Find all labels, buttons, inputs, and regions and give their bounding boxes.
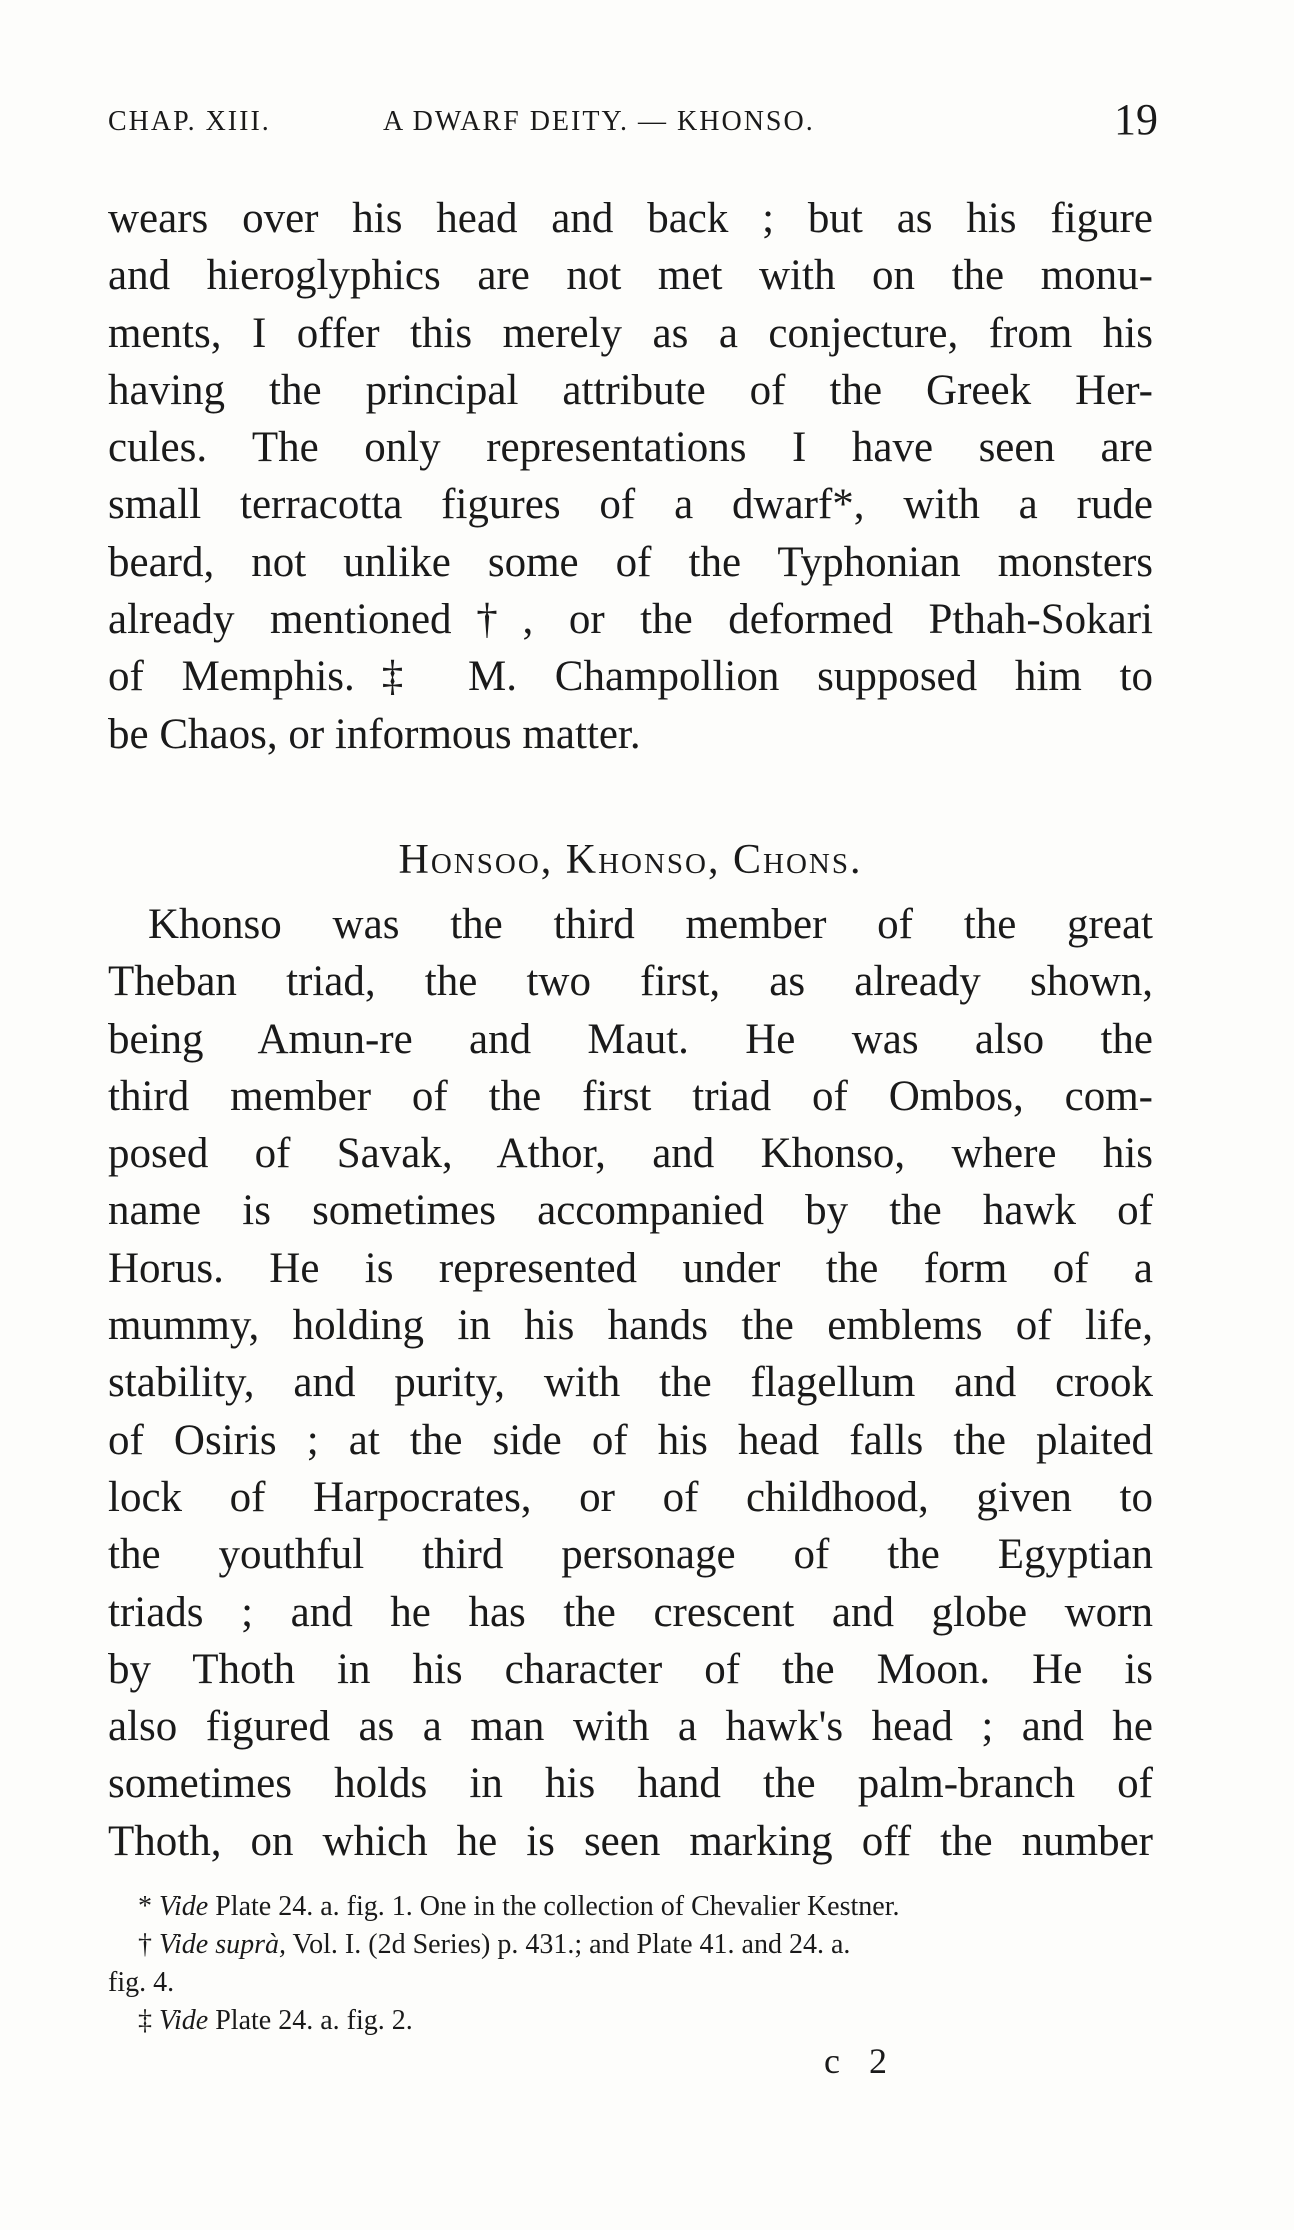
text-line: the youthful third personage of the Egyptian	[108, 1531, 1153, 1579]
text-line: small terracotta figures of a dwarf*, with a rude	[108, 481, 1153, 529]
paragraph-2	[108, 896, 1153, 1870]
paragraph-1	[108, 190, 1153, 763]
text-line: stability, and purity, with the flagellum and crook	[108, 1359, 1153, 1407]
footnote-2-continuation: fig. 4.	[108, 1967, 175, 1998]
footnote-text: Plate 24. a. fig. 1. One in the collection of Chevalier Kestner.	[215, 1891, 900, 1922]
text-line: also figured as a man with a hawk's head ; and he	[108, 1703, 1153, 1751]
running-head-chapter: CHAP. XIII.	[108, 106, 271, 137]
footnote-marker: †	[138, 1929, 152, 1960]
text-line: ments, I offer this merely as a conjecture, from his	[108, 309, 1153, 357]
page-number: 19	[1114, 95, 1158, 144]
footnote-text: Vol. I. (2d Series) p. 431.; and Plate 41. and 24. a.	[292, 1929, 851, 1960]
text-line: Theban triad, the two first, as already shown,	[108, 958, 1153, 1006]
text-line: Thoth, on which he is seen marking off the number	[108, 1817, 1153, 1865]
footnote-vide: Vide	[159, 2005, 209, 2036]
footnote-marker: ‡	[138, 2005, 152, 2036]
footnote-vide: Vide	[159, 1891, 209, 1922]
text-line: triads ; and he has the crescent and globe worn	[108, 1588, 1153, 1636]
footnote-2	[108, 1926, 1153, 1964]
text-line: mummy, holding in his hands the emblems of life,	[108, 1302, 1153, 1350]
text-line: beard, not unlike some of the Typhonian monsters	[108, 538, 1153, 586]
text-line: wears over his head and back ; but as his figure	[108, 195, 1153, 242]
text-line: of Memphis.‡ M. Champollion supposed him to	[108, 653, 1153, 701]
text-line: Khonso was the third member of the great	[148, 901, 1153, 948]
footnote-1	[108, 1888, 1153, 1926]
running-head	[108, 95, 1158, 150]
text-line: name is sometimes accompanied by the hawk of	[108, 1187, 1153, 1235]
footnote-vide: Vide suprà,	[159, 1929, 287, 1960]
text-line: and hieroglyphics are not met with on the monu-	[108, 252, 1153, 300]
text-line: already mentioned†, or the deformed Pthah-Sokari	[108, 596, 1153, 644]
text-line: being Amun-re and Maut. He was also the	[108, 1015, 1153, 1063]
text-line: cules. The only representations I have seen are	[108, 424, 1153, 472]
text-line: third member of the first triad of Ombos, com-	[108, 1072, 1153, 1120]
text-line: of Osiris ; at the side of his head falls the plaited	[108, 1416, 1153, 1464]
section-heading: Honsoo, Khonso, Chons.	[398, 837, 863, 883]
text-line: Horus. He is represented under the form of a	[108, 1244, 1153, 1292]
text-line: by Thoth in his character of the Moon. He is	[108, 1645, 1153, 1693]
footnotes	[108, 1888, 1153, 2040]
footnote-3	[108, 2002, 1153, 2040]
footnote-text: Plate 24. a. fig. 2.	[215, 2005, 413, 2036]
text-line: sometimes holds in his hand the palm-branch of	[108, 1760, 1153, 1808]
footnote-marker: *	[138, 1891, 152, 1922]
text-line: lock of Harpocrates, or of childhood, given to	[108, 1473, 1153, 1521]
text-line: having the principal attribute of the Greek Her-	[108, 366, 1153, 414]
text-line: be Chaos, or informous matter.	[108, 710, 641, 758]
signature-mark: c 2	[824, 2041, 897, 2081]
running-head-title: A DWARF DEITY. — KHONSO.	[383, 106, 815, 137]
text-line: posed of Savak, Athor, and Khonso, where his	[108, 1130, 1153, 1178]
